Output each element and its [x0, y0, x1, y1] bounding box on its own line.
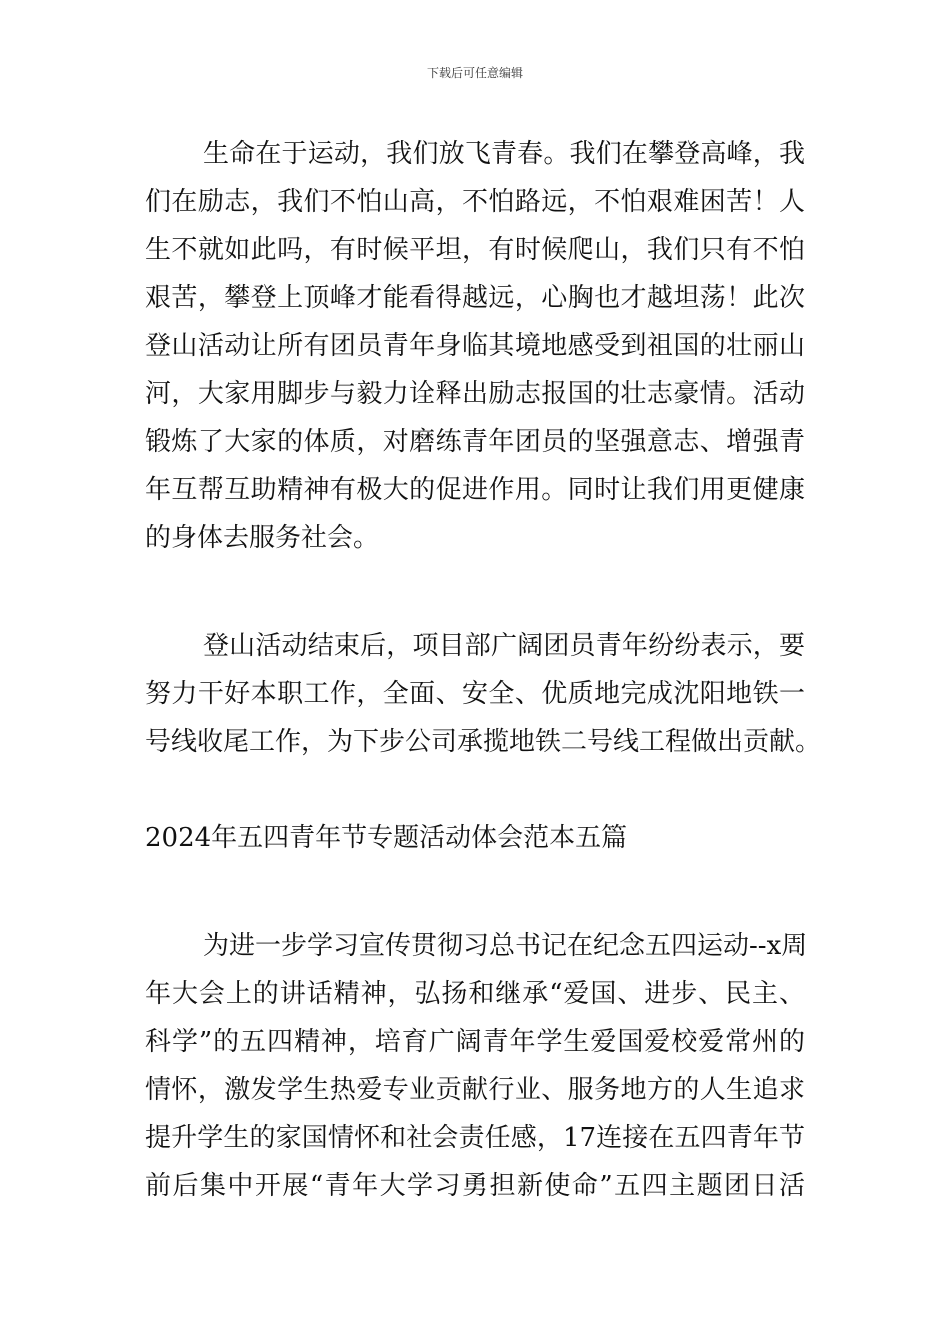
- text-line: 科学”的五四精神，培育广阔青年学生爱国爱校爱常州的: [145, 1027, 805, 1057]
- paragraph-3: [145, 922, 808, 1210]
- paragraph-1: [145, 130, 805, 562]
- text-line: 前后集中开展“青年大学习勇担新使命”五四主题团日活: [145, 1171, 805, 1201]
- text-line: 河，大家用脚步与毅力诠释出励志报国的壮志豪情。活动: [145, 379, 805, 409]
- page-header-note: 下载后可任意编辑: [426, 66, 523, 80]
- document-body: [145, 130, 822, 1210]
- text-line: 提升学生的家国情怀和社会责任感，17连接在五四青年节: [145, 1123, 805, 1153]
- text-line: 们在励志，我们不怕山高，不怕路远，不怕艰难困苦！人: [145, 187, 805, 217]
- section-title: 2024年五四青年节专题活动体会范本五篇: [145, 823, 628, 853]
- paragraph-2: [145, 622, 822, 766]
- text-line: 年大会上的讲话精神，弘扬和继承“爱国、进步、民主、: [145, 979, 805, 1009]
- text-line: 努力干好本职工作，全面、安全、优质地完成沈阳地铁一: [145, 679, 805, 709]
- text-line: 登山活动让所有团员青年身临其境地感受到祖国的壮丽山: [145, 331, 805, 361]
- text-line: 锻炼了大家的体质，对磨练青年团员的坚强意志、增强青: [145, 427, 805, 457]
- text-line: 生命在于运动，我们放飞青春。我们在攀登高峰，我: [203, 139, 805, 169]
- text-line: 的身体去服务社会。: [145, 523, 380, 553]
- text-line: 登山活动结束后，项目部广阔团员青年纷纷表示，要: [203, 631, 805, 661]
- text-line: 艰苦，攀登上顶峰才能看得越远，心胸也才越坦荡！此次: [145, 283, 805, 313]
- text-line: 生不就如此吗，有时候平坦，有时候爬山，我们只有不怕: [145, 235, 805, 265]
- text-line: 年互帮互助精神有极大的促进作用。同时让我们用更健康: [145, 475, 805, 505]
- text-line: 号线收尾工作，为下步公司承揽地铁二号线工程做出贡献。: [145, 727, 822, 757]
- text-line: 为进一步学习宣传贯彻习总书记在纪念五四运动--x周: [203, 931, 808, 961]
- text-line: 情怀，激发学生热爱专业贡献行业、服务地方的人生追求: [145, 1075, 805, 1105]
